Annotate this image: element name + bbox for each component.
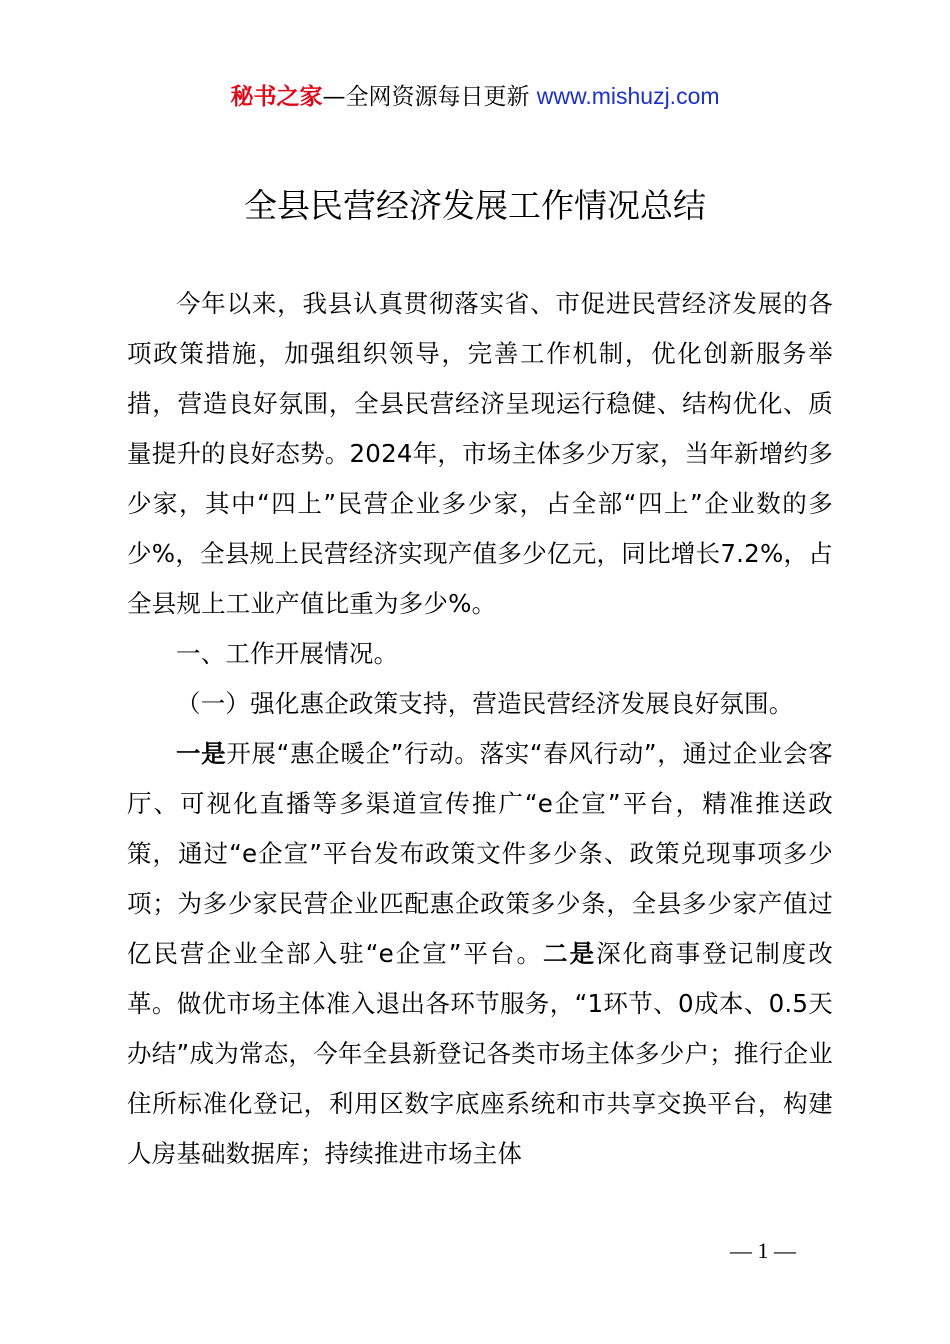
banner-tagline: —全网资源每日更新 <box>322 84 537 110</box>
banner-url-link[interactable]: www.mishuzj.com <box>536 83 720 109</box>
page-number: — 1 — <box>730 1238 796 1263</box>
item-text-first: 开展“惠企暖企”行动。落实“春风行动”，通过企业会客厅、可视化直播等多渠道宣传推广“e企宣”平台，精准推送政策，通过“e企宣”平台发布政策文件多少条、政策兑现事项多少项；为多少家民营企业匹配惠企政策多少条，全县多少家产值过亿民营企业全部入驻“e企宣”平台。 <box>127 739 834 968</box>
document-body <box>127 279 833 1179</box>
item-marker-first: 一是 <box>176 739 227 768</box>
item-marker-second: 二是 <box>543 939 597 968</box>
banner-brand: 秘书之家 <box>230 84 323 110</box>
document-title: 全县民营经济发展工作情况总结 <box>244 186 706 225</box>
measures-paragraph <box>127 729 833 1179</box>
subsection-heading: （一）强化惠企政策支持，营造民营经济发展良好氛围。 <box>176 689 794 718</box>
intro-paragraph: 今年以来，我县认真贯彻落实省、市促进民营经济发展的各项政策措施，加强组织领导，完善工作机制，优化创新服务举措，营造良好氛围，全县民营经济呈现运行稳健、结构优化、质量提升的良好态势。2024年，市场主体多少万家，当年新增约多少家，其中“四上”民营企业多少家，占全部“四上”企业数的多少%，全县规上民营经济实现产值多少亿元，同比增长7.2%，占全县规上工业产值比重为多少%。 <box>127 289 833 618</box>
item-text-second: 深化商事登记制度改革。做优市场主体准入退出各环节服务，“1环节、0成本、0.5天办结”成为常态，今年全县新登记各类市场主体多少户；推行企业住所标准化登记，利用区数字底座系统和市共享交换平台，构建人房基础数据库；持续推进市场主体 <box>127 939 833 1168</box>
site-banner <box>0 80 950 113</box>
section-heading: 一、工作开展情况。 <box>176 639 399 668</box>
